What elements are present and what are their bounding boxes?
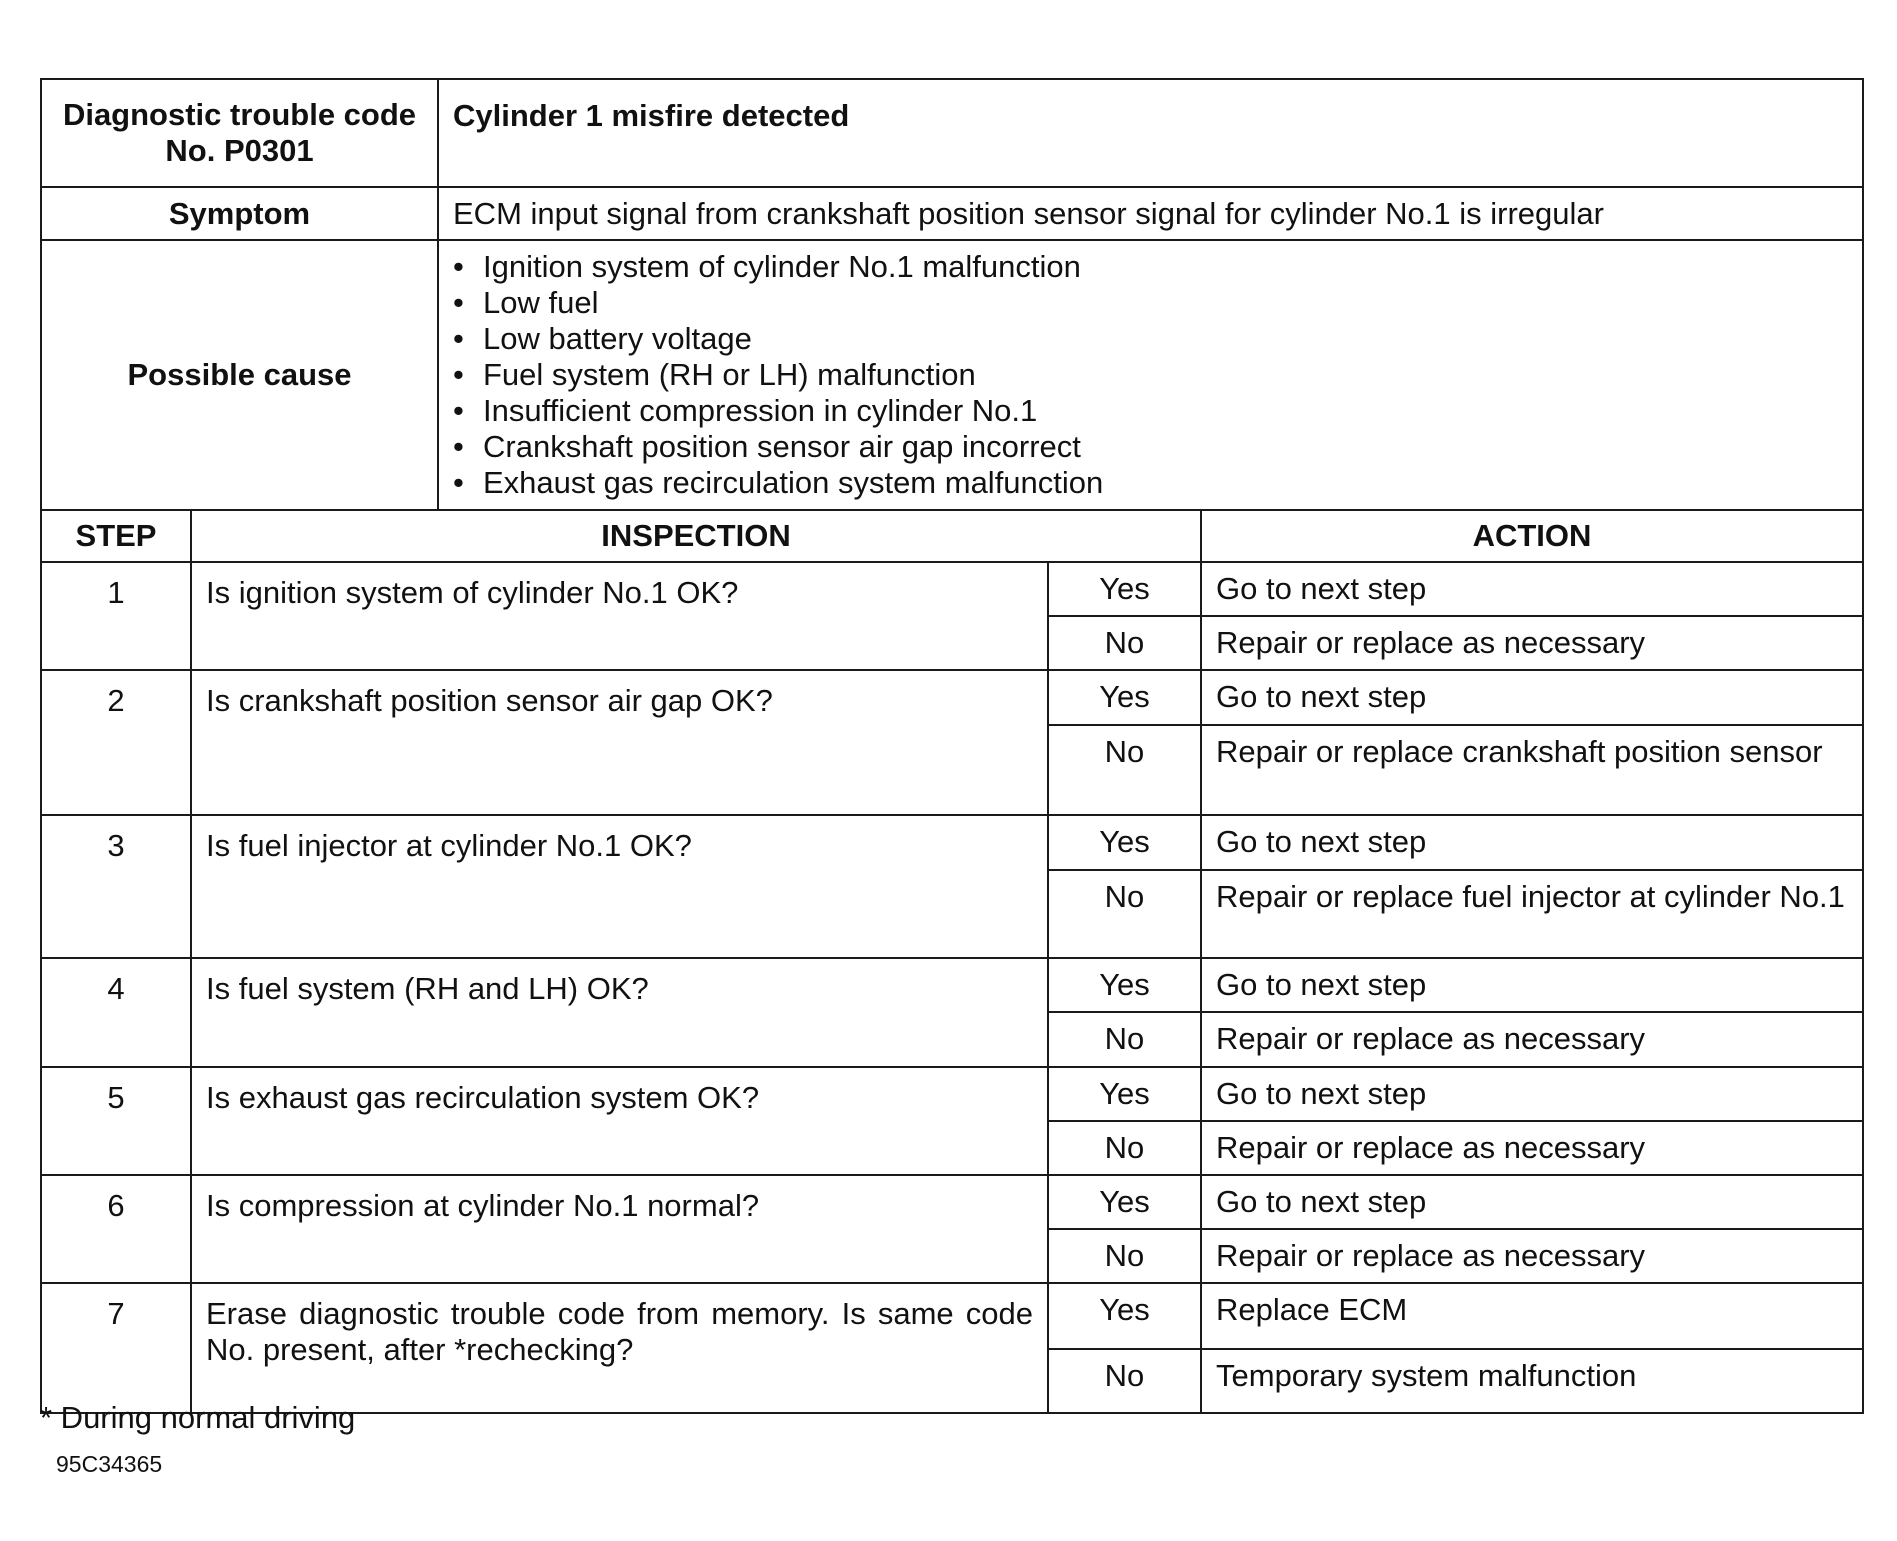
- step-column-header: STEP: [41, 510, 191, 562]
- cause-item: • Fuel system (RH or LH) malfunction: [453, 357, 1862, 393]
- step-row: [41, 562, 1863, 616]
- no-label: No: [1048, 870, 1201, 958]
- possible-cause-cell: [438, 240, 1863, 510]
- step-number: 6: [41, 1175, 191, 1283]
- yes-action: Go to next step: [1201, 958, 1863, 1012]
- step-number: 5: [41, 1067, 191, 1175]
- cause-item: • Low battery voltage: [453, 321, 1862, 357]
- step-row: [41, 1067, 1863, 1121]
- yes-label: Yes: [1048, 1283, 1201, 1349]
- no-action: Temporary system malfunction: [1201, 1349, 1863, 1413]
- yes-action: Go to next step: [1201, 815, 1863, 870]
- step-number: 4: [41, 958, 191, 1067]
- inspection-question: Is compression at cylinder No.1 normal?: [191, 1175, 1048, 1283]
- yes-action: Go to next step: [1201, 1067, 1863, 1121]
- inspection-question: Is fuel system (RH and LH) OK?: [191, 958, 1048, 1067]
- step-number: 3: [41, 815, 191, 958]
- cause-item: • Crankshaft position sensor air gap incorrect: [453, 429, 1862, 465]
- no-action: Repair or replace as necessary: [1201, 616, 1863, 670]
- inspection-question: Erase diagnostic trouble code from memory. Is same code No. present, after *rechecking?: [191, 1283, 1048, 1413]
- figure-id: 95C34365: [56, 1451, 163, 1477]
- no-label: No: [1048, 616, 1201, 670]
- column-header-row: [41, 510, 1863, 562]
- no-action: Repair or replace fuel injector at cylinder No.1: [1201, 870, 1863, 958]
- yes-action: Go to next step: [1201, 670, 1863, 725]
- inspection-question: Is ignition system of cylinder No.1 OK?: [191, 562, 1048, 670]
- yes-label: Yes: [1048, 562, 1201, 616]
- step-row: [41, 670, 1863, 725]
- inspection-column-header: INSPECTION: [191, 510, 1201, 562]
- cause-item: • Ignition system of cylinder No.1 malfunction: [453, 249, 1862, 285]
- no-action: Repair or replace crankshaft position sensor: [1201, 725, 1863, 815]
- inspection-question: Is exhaust gas recirculation system OK?: [191, 1067, 1048, 1175]
- yes-action: Replace ECM: [1201, 1283, 1863, 1349]
- no-label: No: [1048, 1229, 1201, 1283]
- no-action: Repair or replace as necessary: [1201, 1121, 1863, 1175]
- yes-label: Yes: [1048, 1175, 1201, 1229]
- step-number: 2: [41, 670, 191, 815]
- action-column-header: ACTION: [1201, 510, 1863, 562]
- inspection-question: Is crankshaft position sensor air gap OK?: [191, 670, 1048, 815]
- yes-label: Yes: [1048, 815, 1201, 870]
- inspection-question: Is fuel injector at cylinder No.1 OK?: [191, 815, 1048, 958]
- no-action: Repair or replace as necessary: [1201, 1012, 1863, 1067]
- yes-action: Go to next step: [1201, 562, 1863, 616]
- possible-cause-row: [41, 240, 1863, 510]
- step-row: [41, 1283, 1863, 1349]
- no-label: No: [1048, 1012, 1201, 1067]
- dtc-row: [41, 79, 1863, 187]
- footnote: * During normal driving: [40, 1400, 356, 1435]
- symptom-label: Symptom: [41, 187, 438, 240]
- no-label: No: [1048, 1121, 1201, 1175]
- no-action: Repair or replace as necessary: [1201, 1229, 1863, 1283]
- possible-cause-list: [439, 241, 1862, 509]
- step-number: 7: [41, 1283, 191, 1413]
- dtc-value: Cylinder 1 misfire detected: [438, 79, 1863, 187]
- symptom-value: ECM input signal from crankshaft position sensor signal for cylinder No.1 is irregular: [438, 187, 1863, 240]
- cause-item: • Exhaust gas recirculation system malfunction: [453, 465, 1862, 501]
- step-number: 1: [41, 562, 191, 670]
- cause-item: • Insufficient compression in cylinder No.1: [453, 393, 1862, 429]
- yes-action: Go to next step: [1201, 1175, 1863, 1229]
- dtc-label: Diagnostic trouble code No. P0301: [41, 79, 438, 187]
- cause-item: • Low fuel: [453, 285, 1862, 321]
- possible-cause-label: Possible cause: [41, 240, 438, 510]
- no-label: No: [1048, 1349, 1201, 1413]
- yes-label: Yes: [1048, 958, 1201, 1012]
- diagnostic-table: [40, 78, 1864, 1414]
- diagnostic-document: [40, 78, 1862, 1414]
- yes-label: Yes: [1048, 1067, 1201, 1121]
- step-row: [41, 958, 1863, 1012]
- symptom-row: [41, 187, 1863, 240]
- step-row: [41, 815, 1863, 870]
- step-row: [41, 1175, 1863, 1229]
- no-label: No: [1048, 725, 1201, 815]
- yes-label: Yes: [1048, 670, 1201, 725]
